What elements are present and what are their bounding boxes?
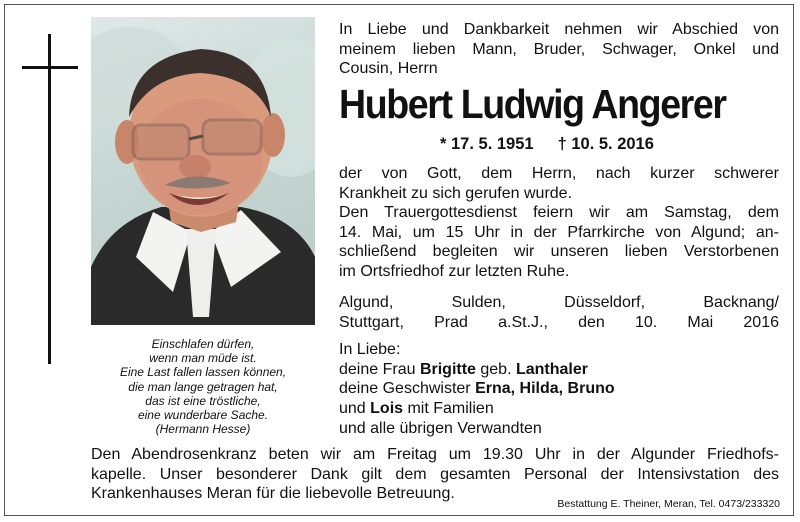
- quote-line: das ist eine tröstliche,: [145, 393, 261, 408]
- intro-line: meinem lieben Mann, Bruder, Schwager, Onkel und: [339, 40, 779, 58]
- mourner-row: [339, 399, 779, 419]
- mourner-row: [339, 379, 779, 399]
- hesse-quote: [91, 337, 315, 436]
- deceased-name: Hubert Ludwig Angerer: [339, 81, 726, 127]
- mourner-text: geb.: [475, 360, 516, 378]
- mourner-row: und alle übrigen Verwandten: [339, 419, 542, 437]
- mourner-text: deine Geschwister: [339, 380, 476, 398]
- body-line: Den Trauergottesdienst feiern wir am Samstag, dem: [339, 204, 779, 221]
- service-text: [339, 164, 779, 281]
- death-date: † 10. 5. 2016: [557, 135, 654, 153]
- quote-line: die man lange getragen hat,: [128, 379, 278, 394]
- quote-line: Einschlafen dürfen,: [151, 337, 255, 351]
- mourners-list: [339, 340, 779, 439]
- footer-line: Den Abendrosenkranz beten wir am Freitag um 19.30 Uhr in der Algunder Friedhofs-: [91, 446, 779, 463]
- birth-date: * 17. 5. 1951: [440, 135, 534, 153]
- body-line: der von Gott, dem Herrn, nach kurzer schwerer: [339, 165, 779, 182]
- places-line: Algund, Sulden, Düsseldorf, Backnang/: [339, 294, 779, 311]
- footer-line: kapelle. Unser besonderer Dank gilt dem gesamten Personal der Intensivstation des: [91, 465, 779, 483]
- portrait-photo: [91, 17, 315, 325]
- intro-line: In Liebe und Dankbarkeit nehmen wir Abschied von: [339, 21, 779, 38]
- cross-icon: [48, 34, 51, 364]
- quote-line: eine wunderbare Sache.: [137, 408, 269, 423]
- mourner-text: mit Familien: [403, 400, 494, 418]
- body-line: schließend begleiten wir unseren lieben Verstorbenen: [339, 243, 779, 260]
- mourner-name: Brigitte: [419, 360, 476, 378]
- cross-icon-bar: [22, 66, 78, 69]
- mourner-text: und: [339, 400, 371, 418]
- mourner-name: Lois: [370, 400, 404, 418]
- places-line: Stuttgart, Prad a.St.J., den 10. Mai 2016: [339, 313, 779, 331]
- undertaker-credit: Bestattung E. Theiner, Meran, Tel. 0473/233320: [557, 498, 780, 510]
- body-line: Krankheit zu sich gerufen wurde.: [339, 184, 573, 202]
- mourner-row: [339, 360, 779, 380]
- body-line: im Ortsfriedhof zur letzten Ruhe.: [339, 262, 570, 280]
- quote-line: wenn man müde ist.: [149, 351, 257, 366]
- body-line: 14. Mai, um 15 Uhr in der Pfarrkirche von Algund; an-: [339, 223, 779, 241]
- footer-line: Krankenhauses Meran für die liebevolle Betreuung.: [91, 485, 455, 502]
- intro-line: Cousin, Herrn: [339, 60, 438, 77]
- mourners-heading: In Liebe:: [339, 341, 401, 358]
- place-date-line: [339, 293, 779, 332]
- quote-author: (Hermann Hesse): [155, 422, 251, 437]
- quote-line: Eine Last fallen lassen können,: [119, 365, 287, 380]
- rosary-text: [91, 445, 779, 504]
- mourner-name: Lanthaler: [515, 360, 588, 378]
- mourner-name: Erna, Hilda, Bruno: [475, 380, 615, 398]
- intro-text: [339, 20, 779, 79]
- life-dates: [440, 135, 654, 154]
- mourner-text: deine Frau: [339, 360, 420, 378]
